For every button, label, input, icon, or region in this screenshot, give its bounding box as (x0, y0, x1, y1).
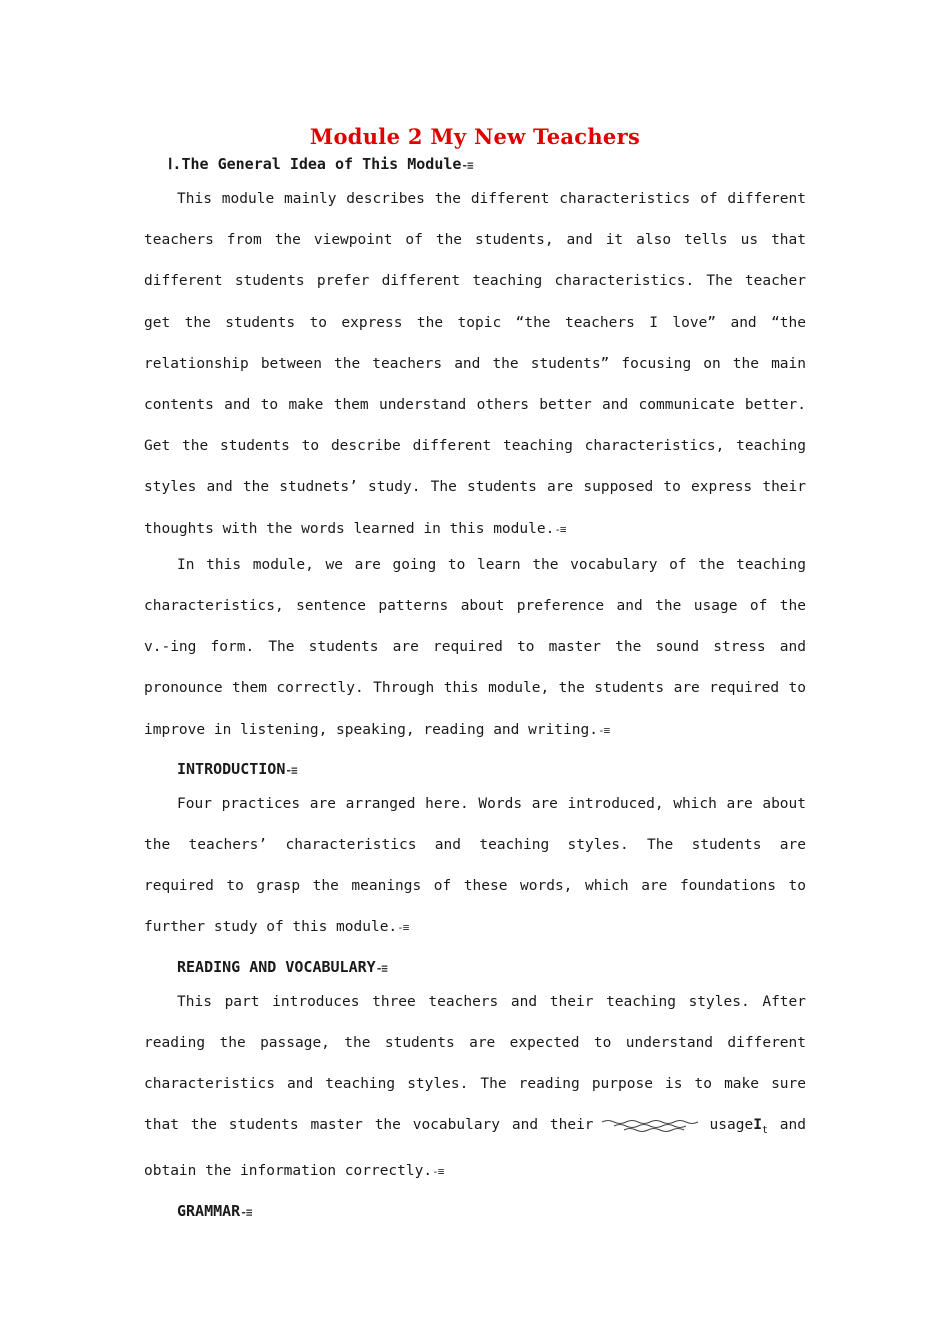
paragraph-mark-icon: -≡ (432, 1165, 444, 1179)
paragraph-mark-icon: -≡ (240, 1205, 252, 1219)
wavy-underline-icon (600, 1118, 704, 1132)
text-cursor-icon: I (753, 1117, 762, 1134)
paragraph-mark-icon: -≡ (461, 159, 473, 172)
general-idea-paragraph-1: This module mainly describes the different characteristics of different teachers from the viewpoint of the students, and it also tells us that different students prefer different teaching characteristics. The teacher get the students to express the topic “the teachers I love” and “the relationship between the teachers and the students” focusing on the main contents and to make them understand others better and communicate better. Get the students to describe different teaching characteristics, teaching styles and the studnets’ study. The students are supposed to express their thoughts with the words learned in this module.-≡ (144, 191, 806, 537)
document-page (144, 120, 806, 1231)
paragraph-mark-icon: -≡ (554, 522, 566, 536)
page-title: Module 2 My New Teachers (309, 124, 641, 149)
section-heading-grammar: GRAMMAR-≡ (177, 1201, 252, 1220)
text-cursor-subscript: t (761, 1125, 768, 1137)
introduction-paragraph: Four practices are arranged here. Words are introduced, which are about the teachers’ characteristics and teaching styles. The students are required to grasp the meanings of these words, which are foundations to further study of this module.-≡ (144, 795, 806, 936)
paragraph-mark-icon: -≡ (597, 723, 610, 737)
paragraph-mark-icon: -≡ (375, 961, 387, 975)
section-heading-reading-vocabulary: READING AND VOCABULARY-≡ (177, 957, 387, 976)
paragraph-mark-icon: -≡ (397, 921, 409, 935)
paragraph-mark-icon: -≡ (285, 763, 297, 777)
general-idea-paragraph-2: In this module, we are going to learn the vocabulary of the teaching characteristics, sentence patterns about preference and the usage of the v.-ing form. The students are required to master the sound stress and pronounce them correctly. Through this module, the students are required to improve in listening, speaking, reading and writing.-≡ (144, 556, 806, 738)
section-heading-introduction: INTRODUCTION-≡ (177, 759, 297, 778)
section-heading-general-idea: Ⅰ.The General Idea of This Module-≡ (168, 155, 473, 173)
reading-vocabulary-paragraph: This part introduces three teachers and their teaching styles. After reading the passage, the students are expected to understand different characteristics and teaching styles. The reading purpose is to make sure that the students master the vocabulary and their usageI$_t$ and obtain the information correctly.-≡ (144, 993, 806, 1180)
